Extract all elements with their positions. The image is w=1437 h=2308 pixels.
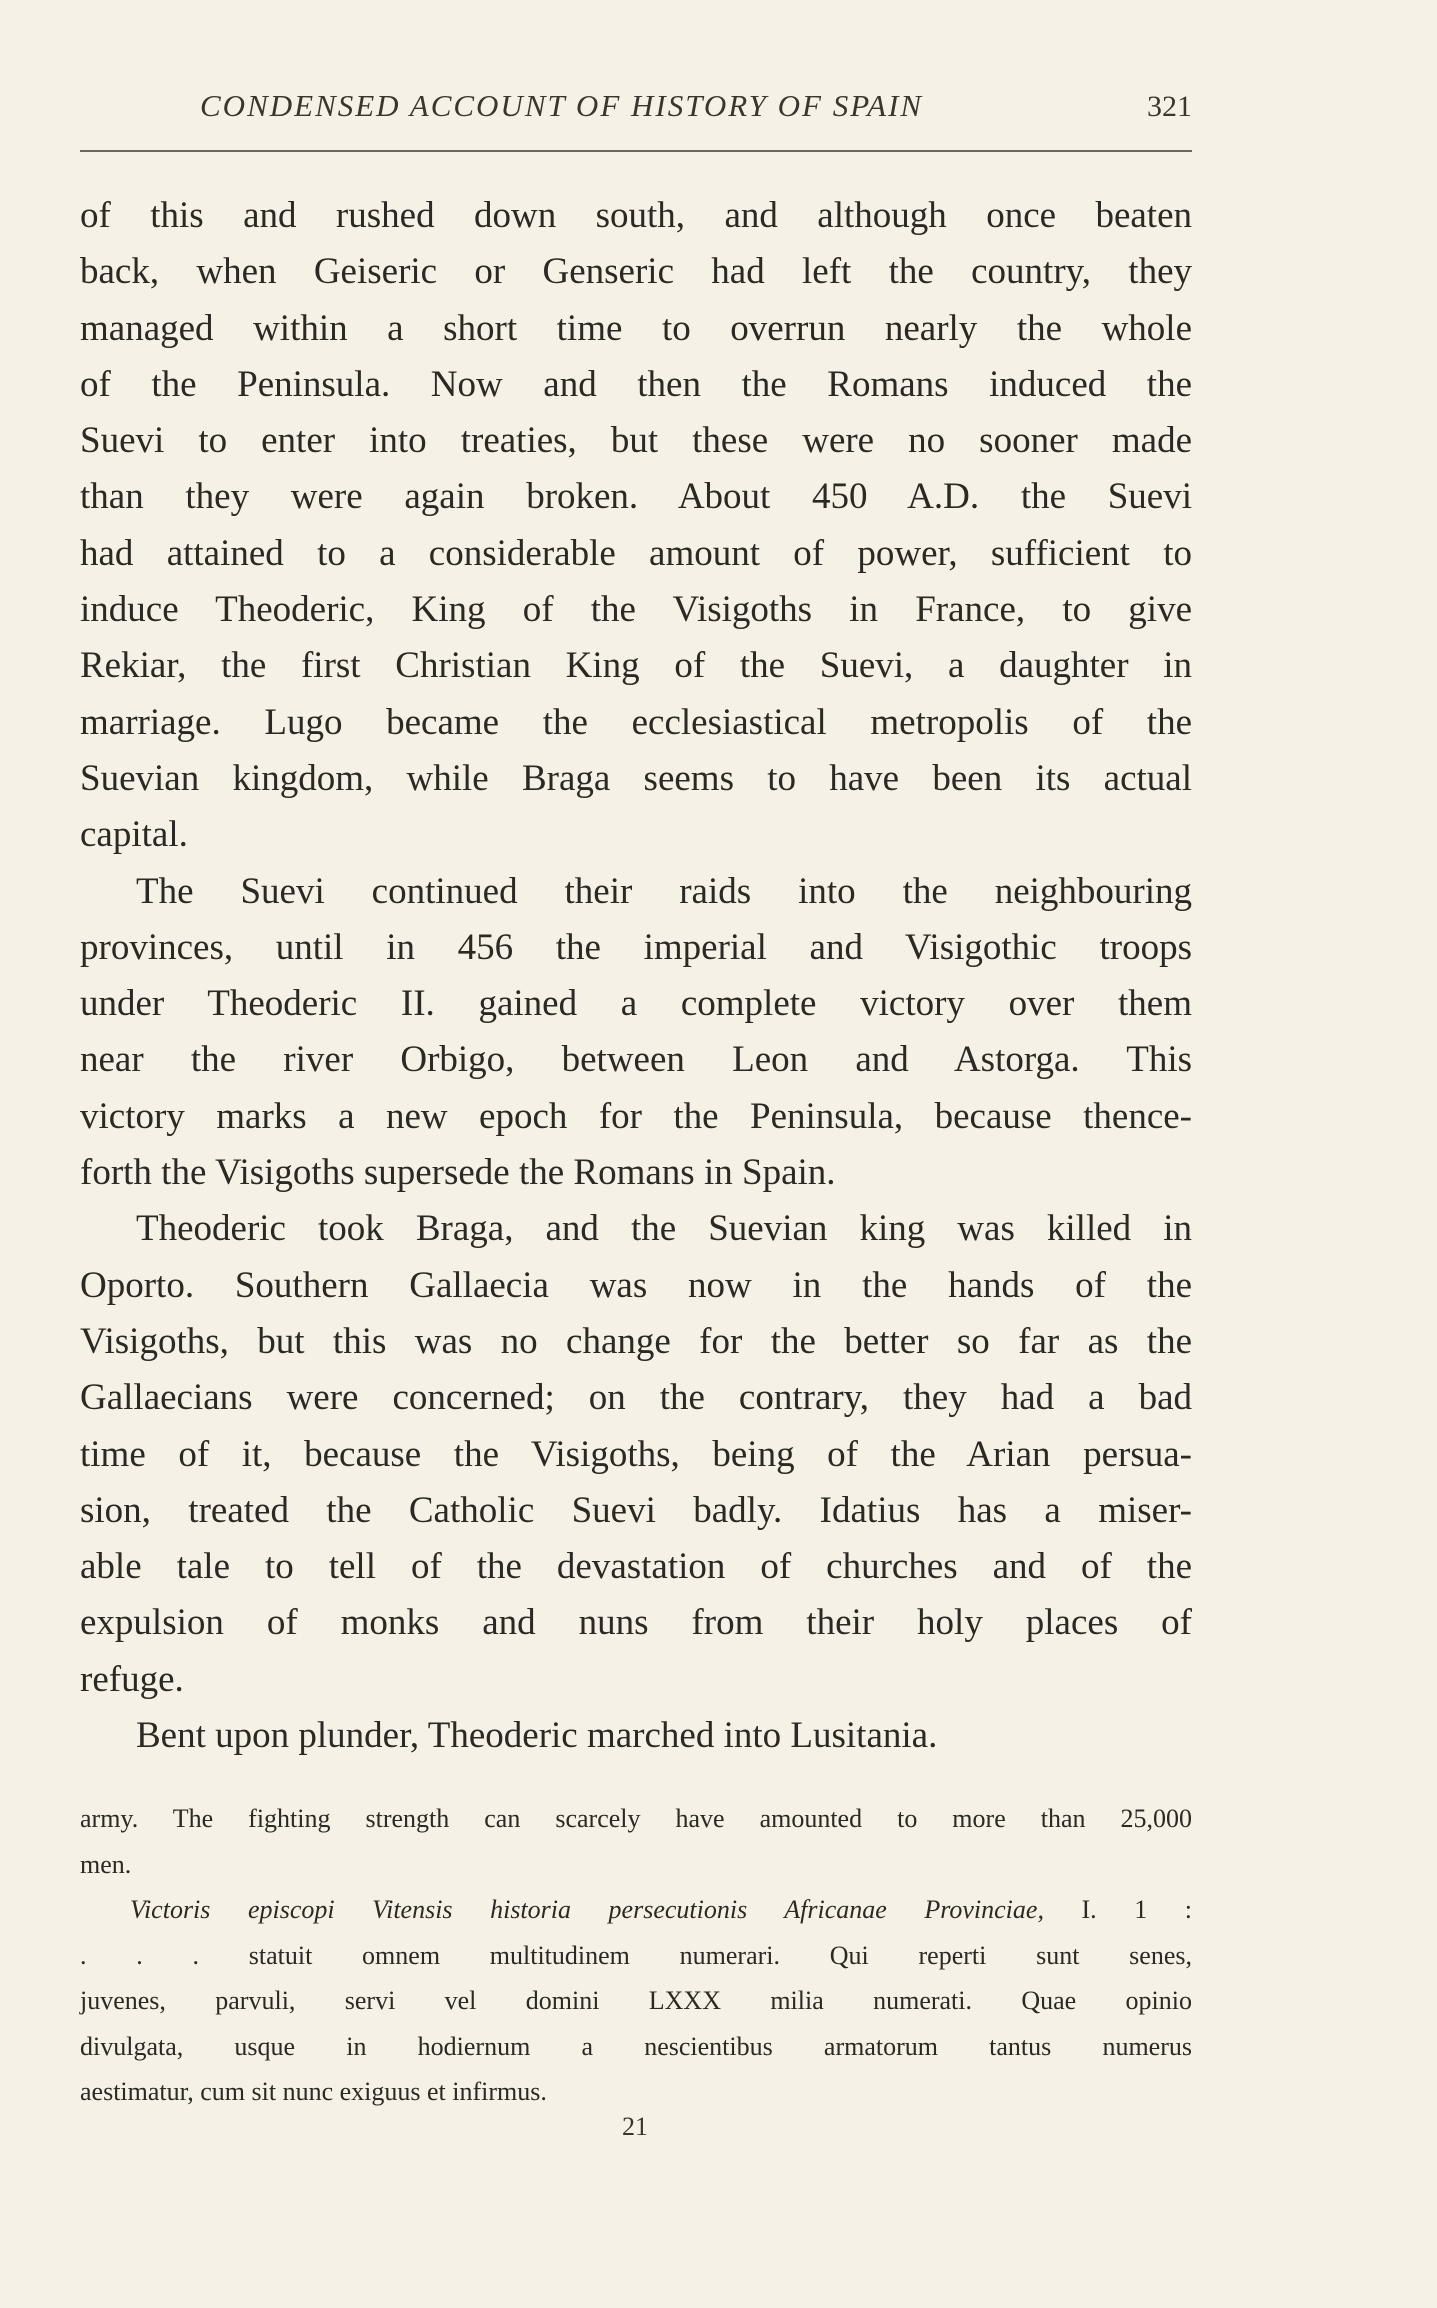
body-line: near the river Orbigo, between Leon and Astorga. This bbox=[80, 1039, 1192, 1081]
footnote-line: . . . statuit omnem multitudinem numerari. Qui reperti sunt senes, bbox=[80, 1940, 1192, 1970]
body-line: Theoderic took Braga, and the Suevian king was killed in bbox=[136, 1208, 1192, 1250]
body-line: Bent upon plunder, Theoderic marched into Lusitania. bbox=[136, 1715, 938, 1757]
body-line: sion, treated the Catholic Suevi badly. Idatius has a miser- bbox=[80, 1489, 1192, 1531]
footnote-line: army. The fighting strength can scarcely have amounted to more than 25,000 bbox=[80, 1804, 1192, 1833]
body-line: Suevi to enter into treaties, but these were no sooner made bbox=[80, 420, 1192, 462]
body-line: refuge. bbox=[80, 1658, 184, 1700]
body-line: of the Peninsula. Now and then the Romans induced the bbox=[80, 363, 1192, 405]
body-line: Gallaecians were concerned; on the contrary, they had a bad bbox=[80, 1377, 1192, 1419]
body-line: Suevian kingdom, while Braga seems to have been its actual bbox=[80, 757, 1192, 799]
footnote-citation-title: Victoris episcopi Vitensis historia persecutionis Africanae Provinciae, bbox=[130, 1895, 1044, 1924]
body-line: expulsion of monks and nuns from their holy places of bbox=[80, 1602, 1192, 1644]
body-line: Visigoths, but this was no change for the better so far as the bbox=[80, 1320, 1192, 1362]
footnote-line: aestimatur, cum sit nunc exiguus et infirmus. bbox=[80, 2077, 547, 2106]
body-line: able tale to tell of the devastation of churches and of the bbox=[80, 1546, 1192, 1588]
body-line: marriage. Lugo became the ecclesiastical metropolis of the bbox=[80, 701, 1192, 743]
body-line: induce Theoderic, King of the Visigoths in France, to give bbox=[80, 589, 1192, 631]
footnotes bbox=[80, 1796, 1192, 2115]
signature-mark: 21 bbox=[622, 2112, 648, 2141]
body-line: capital. bbox=[80, 814, 188, 856]
body-line: had attained to a considerable amount of power, sufficient to bbox=[80, 532, 1192, 574]
page-number: 321 bbox=[1147, 90, 1192, 123]
body-line: forth the Visigoths supersede the Romans in Spain. bbox=[80, 1152, 836, 1194]
footnote-line: divulgata, usque in hodiernum a nescientibus armatorum tantus numerus bbox=[80, 2031, 1192, 2061]
body-line: Oporto. Southern Gallaecia was now in the hands of the bbox=[80, 1264, 1192, 1306]
page-header bbox=[80, 88, 1192, 128]
running-title: CONDENSED ACCOUNT OF HISTORY OF SPAIN bbox=[200, 88, 924, 123]
footnote-line: juvenes, parvuli, servi vel domini LXXX milia numerati. Quae opinio bbox=[80, 1986, 1192, 2015]
body-line: than they were again broken. About 450 A.D. the Suevi bbox=[80, 476, 1192, 518]
footnote-citation-reference: I. 1 : bbox=[1043, 1895, 1192, 1924]
footnote-line: men. bbox=[80, 1849, 132, 1879]
body-line: time of it, because the Visigoths, being of the Arian persua- bbox=[80, 1433, 1192, 1475]
header-rule bbox=[80, 150, 1192, 152]
body-line: managed within a short time to overrun nearly the whole bbox=[80, 307, 1192, 349]
body-line: provinces, until in 456 the imperial and Visigothic troops bbox=[80, 926, 1192, 968]
body-text bbox=[80, 188, 1192, 1764]
footnote-citation bbox=[80, 1887, 1192, 1933]
body-line: Rekiar, the first Christian King of the Suevi, a daughter in bbox=[80, 645, 1192, 687]
body-line: of this and rushed down south, and although once beaten bbox=[80, 195, 1192, 236]
body-line: back, when Geiseric or Genseric had left the country, they bbox=[80, 251, 1192, 293]
body-line: The Suevi continued their raids into the neighbouring bbox=[136, 870, 1192, 912]
body-line: victory marks a new epoch for the Peninsula, because thence- bbox=[80, 1095, 1192, 1137]
body-line: under Theoderic II. gained a complete victory over them bbox=[80, 983, 1192, 1025]
